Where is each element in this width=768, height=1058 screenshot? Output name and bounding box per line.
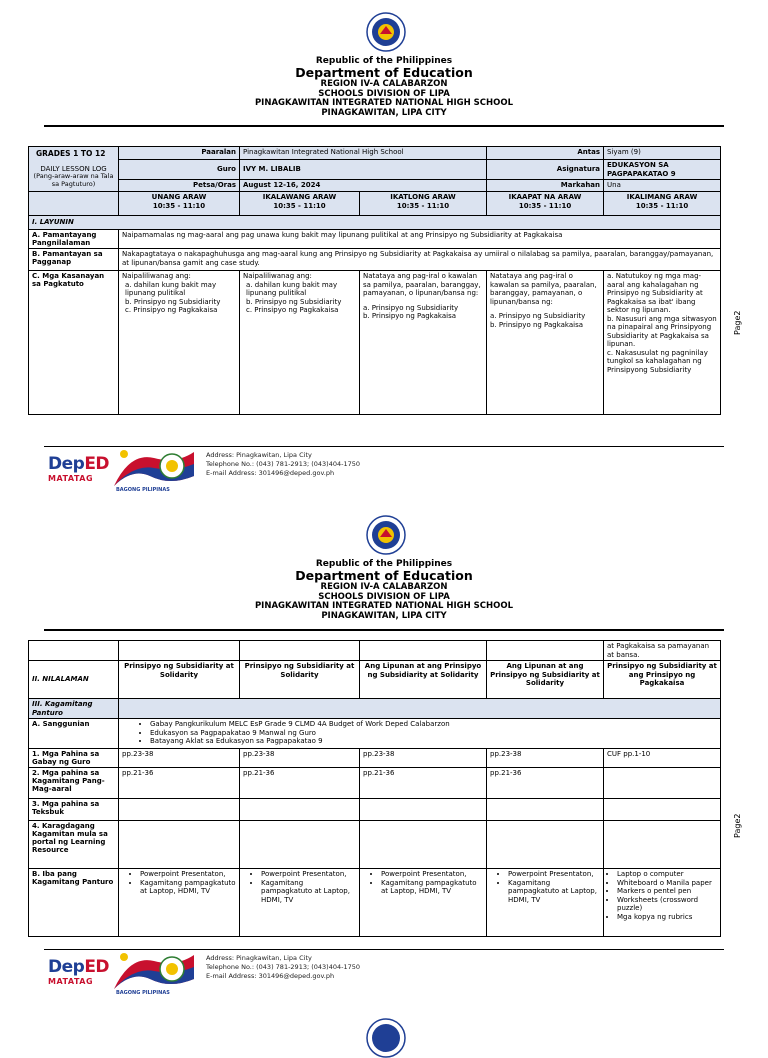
day-time: 10:35 - 11:10 [152, 201, 206, 210]
nilalaman-day-2: Prinsipyo ng Subsidiarity at Solidarity [240, 661, 360, 699]
pang-mag-aaral-day-4: pp.21-36 [487, 768, 604, 799]
deped-logo: DepED [48, 957, 110, 977]
day-time: 10:35 - 11:10 [635, 201, 689, 210]
email-text: E-mail Address: 301496@deped.gov.ph [206, 972, 335, 980]
school-text: PINAGKAWITAN INTEGRATED NATIONAL HIGH SCHOOL [254, 98, 514, 108]
pang-mag-aaral-day-2: pp.21-36 [240, 768, 360, 799]
telephone-text: Telephone No.: (043) 781-2913; (043)404-1750 [206, 460, 360, 468]
kasanayan-intro: Natataya ang pag-iral o kawalan sa pamilya, paaralan, baranggay, pamayanan, o lipunan/bansa ng: [363, 272, 481, 297]
deped-logo: DepED [48, 454, 110, 474]
page-number-label: Page2 [733, 813, 742, 838]
days-row [29, 192, 721, 216]
nilalaman-day-5: Prinsipyo ng Subsidiarity at ang Prinsipyo ng Pagkakaisa [604, 661, 721, 699]
grades-text: GRADES 1 TO 12 [36, 149, 106, 158]
bagong-pilipinas-logo-icon [110, 949, 198, 995]
kasanayan-day-4 [487, 271, 604, 415]
pamantayan-pagganap-text: Nakapagtataya o nakapaghuhusga ang mag-aaral kung ang Prinsipyo ng Subsidiarity at Pagkakaisa ay umiiral o nilalabag sa pamilya, paaralan, baranggay/pamayanan, at lipunan/bansa gamit ang case study. [119, 249, 721, 271]
list-item: • Powerpoint Presentaton, [381, 870, 483, 879]
matatag-logo: MATATAG [48, 474, 94, 483]
iba-pang-kagamitan-day-2 [240, 869, 360, 937]
header-rule [44, 125, 724, 127]
kasanayan-day-5 [604, 271, 721, 415]
address-text: Address: Pinagkawitan, Lipa City [206, 954, 312, 962]
deped-seal-icon [366, 12, 406, 52]
kasanayan-item: a. Natutukoy ng mga mag-aaral ang kahalagahan ng Prinsipyo ng Subsidiarity at Pagkakaisa sa ibat' ibang sektor ng lipunan. [607, 272, 703, 314]
guro-value: IVY M. LIBALIB [240, 160, 487, 180]
kasanayan-item: b. Prinsipyo ng Pagkakaisa [490, 320, 584, 329]
kasanayan-item: a. Prinsipyo ng Subsidiarity [363, 303, 459, 312]
department-text: Department of Education [295, 65, 473, 80]
list-item: • Powerpoint Presentaton, [140, 870, 236, 879]
paaralan-label: Paaralan [119, 147, 240, 160]
kasanayan-intro: Natataya ang pag-iral o kawalan sa pamilya, paaralan, baranggay, pamayanan, o lipunan/bansa ng: [490, 272, 597, 306]
letterhead [0, 559, 768, 621]
email-text: E-mail Address: 301496@deped.gov.ph [206, 469, 335, 477]
antas-label: Antas [487, 147, 604, 160]
department-text: Department of Education [295, 568, 473, 583]
paaralan-value: Pinagkawitan Integrated National High School [240, 147, 487, 160]
footer [48, 949, 728, 995]
header-rule [44, 629, 724, 631]
day-time: 10:35 - 11:10 [518, 201, 572, 210]
list-item: • Batayang Aklat sa Edukasyon sa Pagpapakatao 9 [150, 737, 717, 746]
pamantayan-pagganap-label: B. Pamantayan sa Pagganap [29, 249, 119, 271]
teksbuk-label: 3. Mga pahina sa Teksbuk [29, 799, 119, 821]
asignatura-label: Asignatura [487, 160, 604, 180]
day-name: IKALAWANG ARAW [262, 193, 337, 201]
kasanayan-item: b. Prinsipyo ng Subsidiarity [125, 297, 221, 306]
gabay-guro-day-3: pp.23-38 [360, 749, 487, 768]
pang-mag-aaral-day-3: pp.21-36 [360, 768, 487, 799]
day-1-header [119, 192, 240, 216]
address-block [206, 954, 360, 981]
republic-text: Republic of the Philippines [315, 559, 453, 569]
letterhead [0, 56, 768, 118]
kasanayan-day-1 [119, 271, 240, 415]
list-item: • Kagamitang pampagkatuto at Laptop, HDMI, TV [261, 879, 356, 905]
list-item: • Laptop o computer [617, 870, 717, 879]
gabay-guro-day-4: pp.23-38 [487, 749, 604, 768]
telephone-text: Telephone No.: (043) 781-2913; (043)404-1750 [206, 963, 360, 971]
pang-mag-aaral-day-1: pp.21-36 [119, 768, 240, 799]
sanggunian-label: A. Sanggunian [29, 719, 119, 749]
nilalaman-day-3: Ang Lipunan at ang Prinsipyo ng Subsidiarity at Solidarity [360, 661, 487, 699]
day-name: IKAAPAT NA ARAW [508, 193, 582, 201]
pamantayang-pangnilalaman-text: Naipamamalas ng mag-aaral ang pag unawa kung bakit may lipunang pulitikal at ang Prinsipyo ng Subsidiarity at Pagkakaisa [119, 230, 721, 249]
kasanayan-day-3 [360, 271, 487, 415]
list-item: • Edukasyon sa Pagpapakatao 9 Manwal ng Guro [150, 729, 717, 738]
address-block [206, 451, 360, 478]
deped-seal-icon [366, 1018, 406, 1058]
layunin-title: I. LAYUNIN [29, 216, 721, 230]
iba-pang-kagamitan-label: B. Iba pang Kagamitang Panturo [29, 869, 119, 937]
svg-text:BAGONG PILIPINAS: BAGONG PILIPINAS [116, 487, 170, 492]
list-item: • Powerpoint Presentaton, [261, 870, 356, 879]
asignatura-value: EDUKASYON SA PAGPAPAKATAO 9 [604, 160, 721, 180]
dll-sub-text: (Pang-araw-araw na Tala sa Pagtuturo) [33, 172, 114, 188]
markahan-label: Markahan [487, 180, 604, 192]
karagdagang-kagamitan-label: 4. Karagdagang Kagamitan mula sa portal ng Learning Resource [29, 821, 119, 869]
page-number-label: Page2 [733, 310, 742, 335]
kasanayan-item: a. Prinsipyo ng Subsidiarity [490, 312, 586, 320]
kasanayan-intro: Naipaliliwanag ang: [243, 272, 312, 280]
iba-pang-kagamitan-day-1 [119, 869, 240, 937]
iba-pang-kagamitan-day-3 [360, 869, 487, 937]
city-text: PINAGKAWITAN, LIPA CITY [321, 107, 447, 118]
day-time: 10:35 - 11:10 [273, 201, 326, 210]
dll-text: DAILY LESSON LOG [40, 164, 107, 173]
iba-pang-kagamitan-day-5 [604, 869, 721, 937]
footer [48, 446, 728, 492]
lesson-log-table-1 [28, 146, 721, 415]
list-item: • Worksheets (crossword puzzle) [617, 896, 717, 913]
gabay-guro-day-2: pp.23-38 [240, 749, 360, 768]
list-item: • Kagamitang pampagkatuto at Laptop, HDMI, TV [140, 879, 236, 896]
nilalaman-day-4: Ang Lipunan at ang Prinsipyo ng Subsidiarity at Solidarity [487, 661, 604, 699]
nilalaman-day-1: Prinsipyo ng Subsidiarity at Solidarity [119, 661, 240, 699]
list-item: • Kagamitang pampagkatuto at Laptop, HDMI, TV [508, 879, 600, 905]
list-item: • Gabay Pangkurikulum MELC EsP Grade 9 CLMD 4A Budget of Work Deped Calabarzon [150, 720, 717, 729]
kasanayan-label: C. Mga Kasanayan sa Pagkatuto [29, 271, 119, 415]
kasanayan-item: b. Prinsipyo ng Pagkakaisa [363, 312, 457, 320]
republic-text: Republic of the Philippines [315, 56, 453, 66]
kasanayan-intro: Naipaliliwanag ang: [122, 272, 191, 280]
division-text: SCHOOLS DIVISION OF LIPA [318, 88, 450, 99]
day-name: UNANG ARAW [151, 193, 207, 201]
list-item: • Powerpoint Presentaton, [508, 870, 600, 879]
list-item: • Mga kopya ng rubrics [617, 913, 717, 922]
day-5-header [604, 192, 721, 216]
kasanayan-item: c. Nakasusulat ng pagninilay tungkol sa kahalagahan ng Prinsipyong Subsidiarity [607, 348, 708, 374]
day-4-header [487, 192, 604, 216]
school-text: PINAGKAWITAN INTEGRATED NATIONAL HIGH SCHOOL [254, 601, 514, 611]
kasanayan-item: a. dahilan kung bakit may lipunang pulitikal [246, 280, 338, 297]
petsa-label: Petsa/Oras [119, 180, 240, 192]
svg-text:BAGONG PILIPINAS: BAGONG PILIPINAS [116, 990, 170, 995]
deped-seal-icon [366, 515, 406, 555]
kasanayan-day-5-cont: at Pagkakaisa sa pamayanan at bansa. [604, 641, 721, 661]
day-name: IKATLONG ARAW [390, 193, 456, 201]
bagong-pilipinas-logo-icon [110, 446, 198, 492]
address-text: Address: Pinagkawitan, Lipa City [206, 451, 312, 459]
pang-mag-aaral-day-5 [604, 768, 721, 799]
list-item: • Markers o pentel pen [617, 887, 717, 896]
pang-mag-aaral-label: 2. Mga pahina sa Kagamitang Pang-Mag-aaral [29, 768, 119, 799]
kasanayan-item: b. Nasusuri ang mga sitwasyon na pinapairal ang Prinsipyong Subsidiarity at Pagkakaisa sa lipunan. [607, 314, 717, 348]
day-name: IKALIMANG ARAW [626, 193, 698, 201]
guro-label: Guro [119, 160, 240, 180]
matatag-logo: MATATAG [48, 977, 94, 986]
sanggunian-list [119, 719, 721, 749]
nilalaman-title: II. NILALAMAN [29, 661, 119, 699]
days-blank [29, 192, 119, 216]
division-text: SCHOOLS DIVISION OF LIPA [318, 591, 450, 602]
lesson-log-table-2 [28, 640, 721, 937]
gabay-guro-day-1: pp.23-38 [119, 749, 240, 768]
region-text: REGION IV-A CALABARZON [320, 79, 448, 89]
region-text: REGION IV-A CALABARZON [320, 582, 448, 592]
gabay-guro-label: 1. Mga Pahina sa Gabay ng Guro [29, 749, 119, 768]
city-text: PINAGKAWITAN, LIPA CITY [321, 610, 447, 621]
kasanayan-item: b. Prinsipyo ng Subsidiarity [246, 297, 342, 306]
kasanayan-item: c. Prinsipyo ng Pagkakaisa [246, 306, 339, 314]
day-time: 10:35 - 11:10 [396, 201, 450, 210]
day-2-header [240, 192, 360, 216]
markahan-value: Una [604, 180, 721, 192]
kasanayan-day-2 [240, 271, 360, 415]
gabay-guro-day-5: CUF pp.1-10 [604, 749, 721, 768]
list-item: • Whiteboard o Manila paper [617, 879, 717, 888]
petsa-value: August 12-16, 2024 [240, 180, 487, 192]
iba-pang-kagamitan-day-4 [487, 869, 604, 937]
kasanayan-item: a. dahilan kung bakit may lipunang pulitikal [125, 280, 217, 297]
list-item: • Kagamitang pampagkatuto at Laptop, HDMI, TV [381, 879, 483, 896]
grades-cell [29, 147, 119, 192]
day-3-header [360, 192, 487, 216]
kagamitan-title: III. Kagamitang Panturo [29, 699, 119, 719]
kasanayan-item: c. Prinsipyo ng Pagkakaisa [125, 306, 218, 314]
antas-value: Siyam (9) [604, 147, 721, 160]
pamantayang-pangnilalaman-label: A. Pamantayang Pangnilalaman [29, 230, 119, 249]
